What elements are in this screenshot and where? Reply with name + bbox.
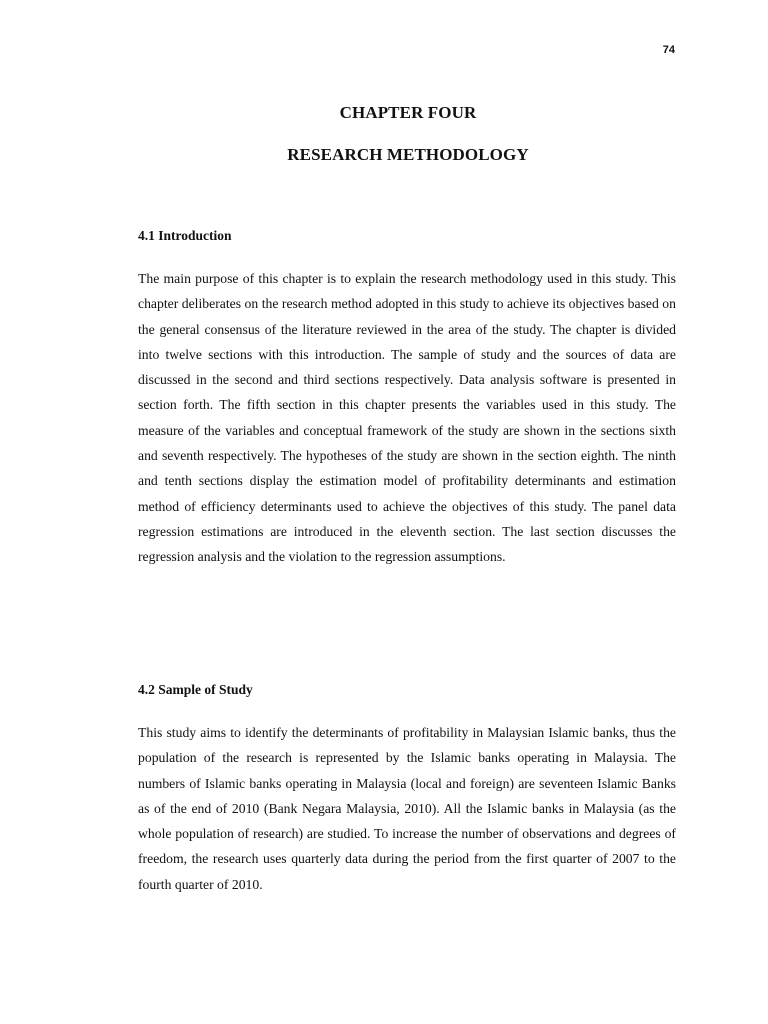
section-heading-introduction: 4.1 Introduction bbox=[138, 228, 232, 243]
introduction-paragraph: The main purpose of this chapter is to explain the research methodology used in this study. This chapter deliberates on the research method adopted in this study to achieve its objectives based on the general consensus of the literature reviewed in the area of the study. The chapter is divided into twelve sections with this introduction. The sample of study and the sources of data are discussed in the second and third sections respectively. Data analysis software is presented in section forth. The fifth section in this chapter presents the variables used in this study. The measure of the variables and conceptual framework of the study are shown in the sections sixth and seventh respectively. The hypotheses of the study are shown in the section eighth. The ninth and tenth sections display the estimation model of profitability determinants and estimation method of efficiency determinants used to achieve the objectives of this study. The panel data regression estimations are introduced in the eleventh section. The last section discusses the regression analysis and the violation to the regression assumptions. bbox=[138, 271, 676, 565]
section-heading-sample-of-study: 4.2 Sample of Study bbox=[138, 682, 253, 697]
chapter-subtitle: RESEARCH METHODOLOGY bbox=[287, 145, 529, 164]
page-number: 74 bbox=[662, 44, 675, 56]
chapter-title: CHAPTER FOUR bbox=[339, 103, 477, 122]
sample-of-study-paragraph: This study aims to identify the determinants of profitability in Malaysian Islamic banks, thus the population of the research is represented by the Islamic banks operating in Malaysia. The numbers of Islamic banks operating in Malaysia (local and foreign) are seventeen Islamic Banks as of the end of 2010 (Bank Negara Malaysia, 2010). All the Islamic banks in Malaysia (as the whole population of research) are studied. To increase the number of observations and degrees of freedom, the research uses quarterly data during the period from the first quarter of 2007 to the fourth quarter of 2010. bbox=[138, 725, 676, 892]
